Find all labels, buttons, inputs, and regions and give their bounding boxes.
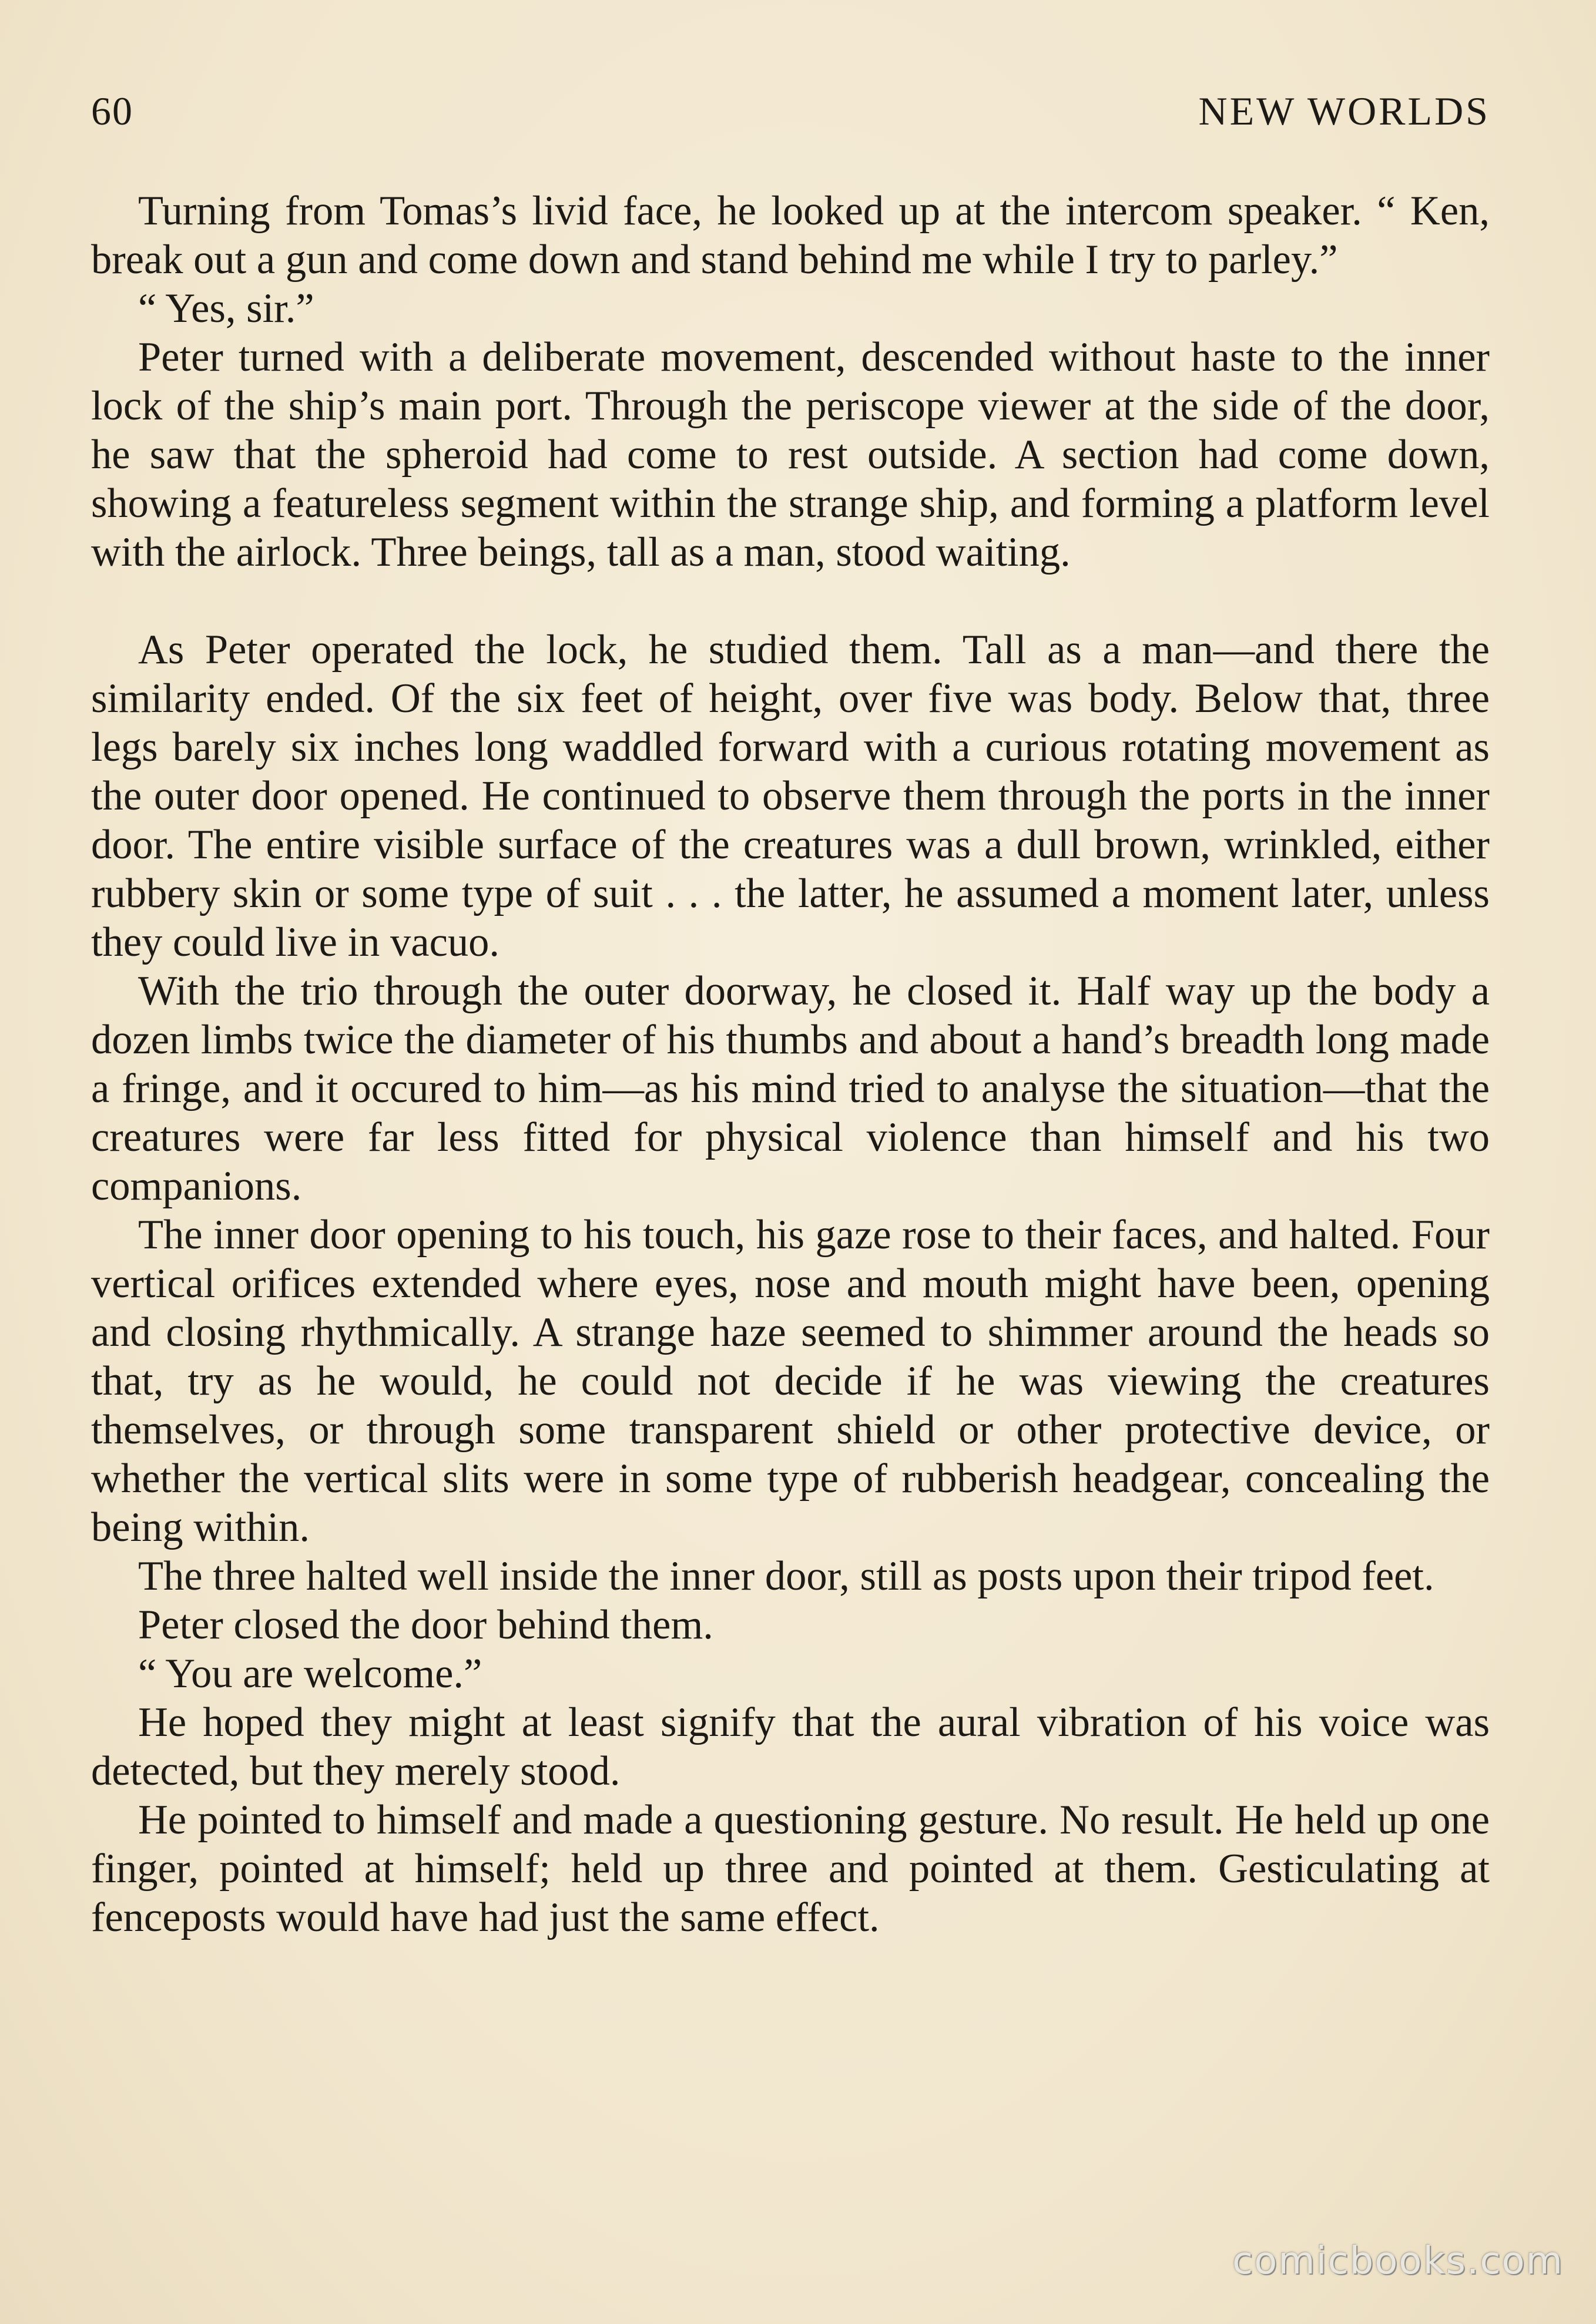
paragraph-8: Peter closed the door behind them. (138, 1602, 713, 1648)
page-number: 60 (91, 89, 133, 133)
paragraph-11: He pointed to himself and made a questioning gesture. No result. He held up one finger, pointed at himself; held up three and pointed at them. Gesticulating at fenceposts would have had just the same effect. (91, 1797, 1490, 1940)
watermark: comicbooks.com (1232, 2239, 1564, 2283)
paragraph-4: As Peter operated the lock, he studied them. Tall as a man—and there the similarity ended. Of the six feet of height, over five was body. Below that, three legs barely six inches long waddled forward with a curious rotating movement as the outer door opened. He continued to observe them through the ports in the inner door. The entire visible surface of the creatures was a dull brown, wrinkled, either rubbery skin or some type of suit . . . the latter, he assumed a moment later, unless they could live in vacuo. (91, 627, 1490, 965)
paragraph-6: The inner door opening to his touch, his gaze rose to their faces, and halted. Four vertical orifices extended where eyes, nose and mouth might have been, opening and closing rhythmically. A strange haze seemed to shimmer around the heads so that, try as he would, he could not decide if he was viewing the creatures themselves, or through some transparent shield or other protective device, or whether the vertical slits were in some type of rubberish headgear, concealing the being within. (91, 1212, 1490, 1550)
paragraph-7: The three halted well inside the inner door, still as posts upon their tripod feet. (138, 1553, 1434, 1599)
body-text (91, 187, 1490, 1942)
paragraph-1: Turning from Tomas’s livid face, he looked up at the intercom speaker. “ Ken, break out a gun and come down and stand behind me while I try to parley.” (91, 188, 1490, 283)
paragraph-9: “ You are welcome.” (138, 1651, 482, 1697)
paragraph-10: He hoped they might at least signify that the aural vibration of his voice was detected, but they merely stood. (91, 1700, 1490, 1794)
paragraph-3: Peter turned with a deliberate movement, descended without haste to the inner lock of the ship’s main port. Through the periscope viewer at the side of the door, he saw that the spheroid had come to rest outside. A section had come down, showing a featureless segment within the strange ship, and forming a platform level with the airlock. Three beings, tall as a man, stood waiting. (91, 334, 1490, 575)
running-title: NEW WORLDS (1198, 89, 1490, 133)
running-head (91, 88, 1490, 147)
paragraph-5: With the trio through the outer doorway, he closed it. Half way up the body a dozen limbs twice the diameter of his thumbs and about a hand’s breadth long made a fringe, and it occured to him—as his mind tried to analyse the situation—that the creatures were far less fitted for physical violence than himself and his two companions. (91, 968, 1490, 1209)
paragraph-2: “ Yes, sir.” (138, 286, 314, 331)
